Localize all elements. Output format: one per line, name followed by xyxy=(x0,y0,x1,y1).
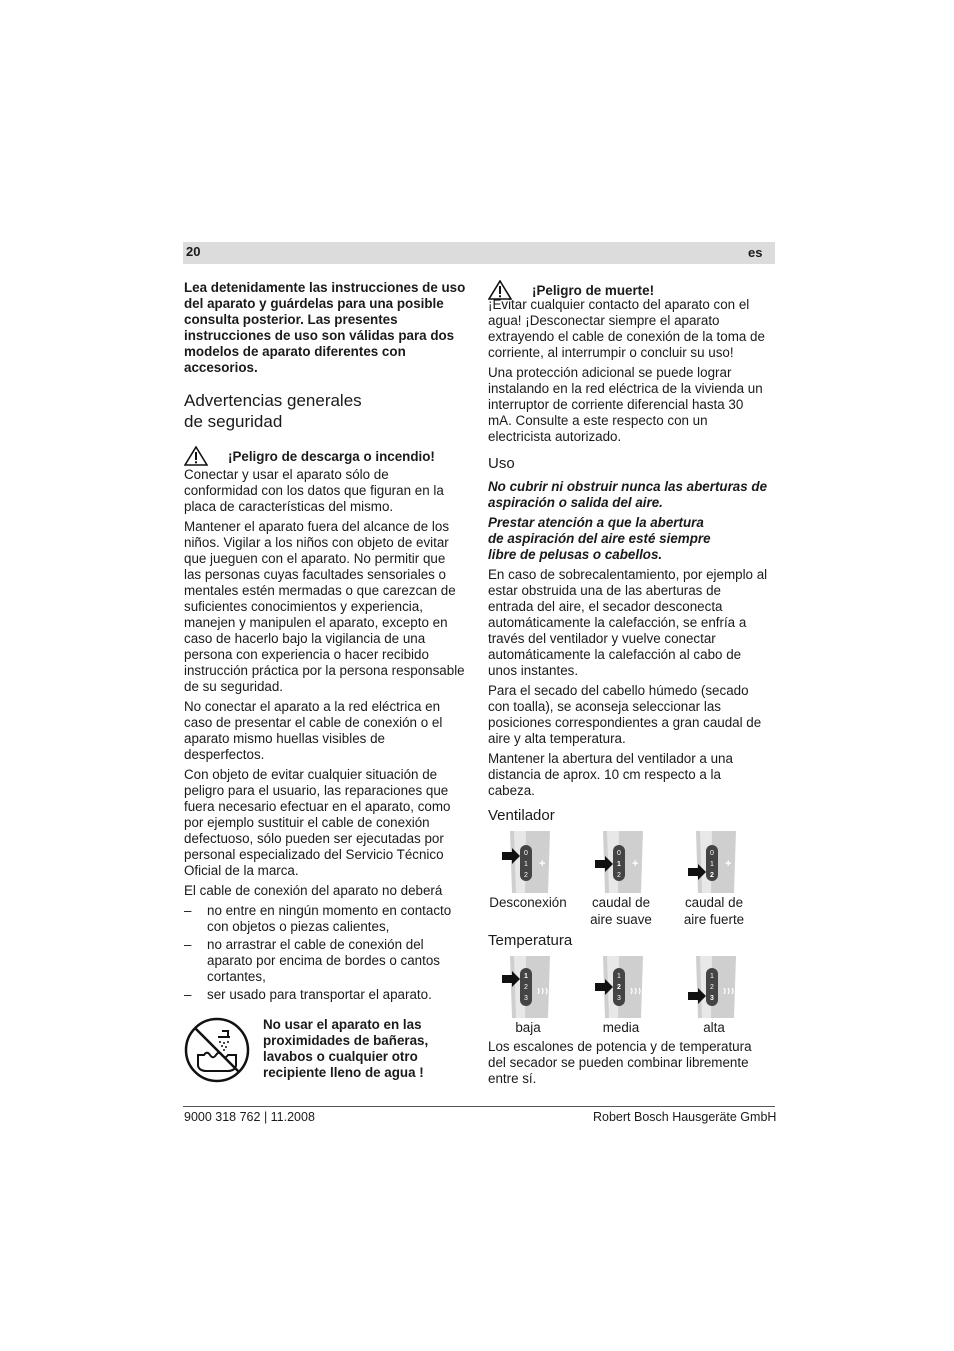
left-column xyxy=(184,280,466,1083)
uso-paragraph: En caso de sobrecalentamiento, por ejemplo al estar obstruida una de las aberturas de entrada del aire, el secador desconecta automáticamente la calefacción, se enfría a través del ventilador y vuelve conectar automáticamente la calefacción al cabo de unos instantes. xyxy=(488,567,768,678)
dryer-switch-icon xyxy=(591,831,651,893)
svg-text:2: 2 xyxy=(524,984,528,991)
uso-final-paragraph: Los escalones de potencia y de temperatura del secador se pueden combinar libremente entre sí. xyxy=(488,1038,752,1086)
svg-text:0: 0 xyxy=(524,850,528,857)
temp-heading: Temperatura xyxy=(488,932,573,949)
bath-warning-text: No usar el aparato en las proximidades de bañeras, lavabos o cualquier otro recipiente lleno de agua ! xyxy=(263,1017,429,1080)
dryer-switch-icon xyxy=(498,831,558,893)
fan-label-soft: caudal de aire suave xyxy=(590,895,652,927)
dryer-temp-switch-icon xyxy=(684,956,744,1018)
warning-death-title: ¡Peligro de muerte! xyxy=(532,283,655,298)
svg-text:1: 1 xyxy=(710,973,714,980)
dryer-temp-switch-icon xyxy=(591,956,651,1018)
fan-setting-soft xyxy=(581,831,661,928)
svg-text:3: 3 xyxy=(524,995,528,1002)
safety-paragraph: No conectar el aparato a la red eléctrica en caso de presentar el cable de conexión o el aparato mismo huellas visibles de desperfectos. xyxy=(184,699,443,762)
safety-paragraph: Mantener el aparato fuera del alcance de los niños. Vigilar a los niños con objeto de evitar que jueguen con el aparato. No permitir que las personas cuyas facultades sensoriales o mentales estén mermadas o que carezcan de suficientes conocimientos y experiencia, manejen y manipulen el aparato, excepto en caso de hacerlo bajo la vigilancia de una persona con experiencia o hacer recibido instrucción práctica por la persona responsable de su seguridad. xyxy=(184,519,465,694)
uso-heading: Uso xyxy=(488,455,515,472)
header-bar xyxy=(183,242,775,264)
footer-divider xyxy=(183,1106,775,1107)
warning-triangle-icon xyxy=(184,446,208,466)
svg-text:+: + xyxy=(725,858,732,870)
fan-label-strong: caudal de aire fuerte xyxy=(683,895,745,927)
bath-warning xyxy=(184,1017,466,1083)
svg-text:2: 2 xyxy=(710,984,714,991)
svg-text:1: 1 xyxy=(617,973,621,980)
fan-figures xyxy=(488,831,754,928)
temp-setting-low xyxy=(488,956,568,1037)
temp-setting-medium xyxy=(581,956,661,1037)
uso-emphasis: No cubrir ni obstruir nunca las aberturas de aspiración o salida del aire. xyxy=(488,479,768,510)
fan-heading: Ventilador xyxy=(488,807,555,824)
svg-text:2: 2 xyxy=(617,872,621,879)
safety-paragraph: Una protección adicional se puede lograr instalando en la red eléctrica de la vivienda un interruptor de corriente diferencial hasta 30 mA. Consulte a este respecto con un electricista autorizado. xyxy=(488,365,763,444)
page-number: 20 xyxy=(186,244,201,259)
svg-text:+: + xyxy=(539,858,546,870)
safety-paragraph: ¡Evitar cualquier contacto del aparato con el agua! ¡Desconectar siempre el aparato extrayendo el cable de conexión de la toma de corriente, al interrumpir o concluir su uso! xyxy=(488,297,765,360)
dryer-temp-switch-icon xyxy=(498,956,558,1018)
footer-company: Robert Bosch Hausgeräte GmbH xyxy=(593,1110,777,1124)
right-column xyxy=(488,280,770,1091)
svg-text:1: 1 xyxy=(524,861,528,868)
warning-shock-fire xyxy=(184,446,466,466)
list-item: – no entre en ningún momento en contacto con objetos o piezas calientes, xyxy=(184,903,466,935)
svg-text:0: 0 xyxy=(617,850,621,857)
svg-text:1: 1 xyxy=(710,861,714,868)
safety-paragraph: Conectar y usar el aparato sólo de conformidad con los datos que figuran en la placa de características del mismo. xyxy=(184,467,444,514)
list-item: – no arrastrar el cable de conexión del aparato por encima de bordes o cantos cortantes, xyxy=(184,937,466,985)
svg-text:3: 3 xyxy=(710,995,714,1002)
footer-doc-number: 9000 318 762 | 11.2008 xyxy=(184,1110,315,1124)
temp-label-medium: media xyxy=(602,1020,640,1035)
safety-heading-line1: Advertencias generales xyxy=(184,391,362,410)
svg-text:0: 0 xyxy=(710,850,714,857)
uso-paragraph: Para el secado del cabello húmedo (secado con toalla), se aconseja seleccionar las posiciones correspondientes a gran caudal de aire y alta temperatura. xyxy=(488,683,762,746)
cable-list xyxy=(184,903,466,1003)
svg-text:+: + xyxy=(632,858,639,870)
svg-text:1: 1 xyxy=(617,861,621,868)
svg-text:3: 3 xyxy=(617,995,621,1002)
fan-setting-strong xyxy=(674,831,754,928)
svg-text:2: 2 xyxy=(710,872,714,879)
safety-heading xyxy=(184,390,466,432)
svg-text:1: 1 xyxy=(524,973,528,980)
temp-label-high: alta xyxy=(703,1020,725,1035)
uso-paragraph: Mantener la abertura del ventilador a una distancia de aprox. 10 cm respecto a la cabeza. xyxy=(488,751,733,798)
uso-emphasis: Prestar atención a que la abertura de aspiración del aire esté siempre libre de pelusas o cabellos. xyxy=(488,515,711,562)
dryer-switch-icon xyxy=(684,831,744,893)
intro-text: Lea detenidamente las instrucciones de uso del aparato y guárdelas para una posible consulta posterior. Las presentes instrucciones de uso son válidas para dos modelos de aparato diferentes con accesorios. xyxy=(184,280,466,375)
safety-heading-line2: de seguridad xyxy=(184,412,283,431)
safety-paragraph: Con objeto de evitar cualquier situación de peligro para el usuario, las reparaciones que fuera necesario efectuar en el aparato, como por ejemplo sustituir el cable de conexión defectuoso, sólo pueden ser ejecutadas por personal especializado del Servicio Técnico Oficial de la marca. xyxy=(184,767,451,878)
safety-paragraph: El cable de conexión del aparato no deberá xyxy=(184,883,443,898)
no-bath-icon xyxy=(184,1017,250,1083)
temp-setting-high xyxy=(674,956,754,1037)
svg-text:2: 2 xyxy=(524,872,528,879)
temp-label-low: baja xyxy=(515,1020,541,1035)
temp-figures xyxy=(488,956,754,1037)
list-item: – ser usado para transportar el aparato. xyxy=(184,987,466,1003)
language-code: es xyxy=(748,245,763,260)
warning-shock-title: ¡Peligro de descarga o incendio! xyxy=(228,449,435,464)
svg-text:2: 2 xyxy=(617,984,621,991)
fan-setting-off xyxy=(488,831,568,928)
fan-label-off: Desconexión xyxy=(489,895,567,910)
